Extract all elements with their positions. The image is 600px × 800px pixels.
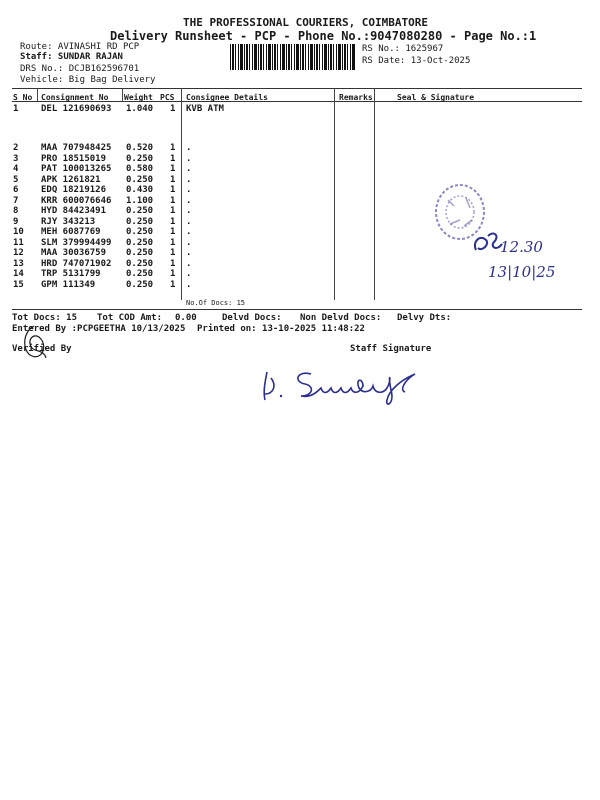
company-name: THE PROFESSIONAL COURIERS, COIMBATORE <box>183 16 429 29</box>
row-weight: 0.250 <box>126 227 154 237</box>
row-weight: 0.250 <box>126 269 154 279</box>
row-pcs: 1 <box>170 206 176 216</box>
col-header-sno: S No <box>13 93 33 102</box>
row-consignment: KRR 600076646 <box>41 195 112 206</box>
barcode <box>230 44 356 70</box>
entered-by: Entered By :PCPGEETHA 10/13/2025 <box>12 324 186 334</box>
row-weight: 0.250 <box>126 216 154 227</box>
row-weight: 1.040 <box>126 104 154 114</box>
row-sno: 12 <box>13 248 24 258</box>
row-pcs: 1 <box>170 104 176 114</box>
row-consignment: DEL 121690693 <box>41 104 112 114</box>
row-consignment: SLM 379994499 <box>41 237 112 248</box>
row-consignment: EDQ 18219126 <box>41 185 107 195</box>
row-details: . <box>186 269 192 279</box>
row-consignment: RJY 343213 <box>41 216 96 227</box>
row-sno: 1 <box>13 104 19 114</box>
verified-scribble-icon <box>18 322 52 362</box>
col-divider <box>37 88 38 102</box>
route-label: Route: AVINASHI RD PCP <box>20 42 140 52</box>
handwritten-time: 12.30 <box>500 238 543 256</box>
row-details: . <box>186 258 192 269</box>
row-sno: 6 <box>13 185 19 195</box>
col-divider <box>122 88 123 102</box>
row-pcs: 1 <box>170 164 176 174</box>
row-details: . <box>186 206 192 216</box>
col-header-pcs: PCS <box>160 93 175 102</box>
row-sno: 8 <box>13 206 19 216</box>
row-weight: 0.250 <box>126 248 154 258</box>
row-sno: 15 <box>13 279 24 290</box>
row-details: . <box>186 237 192 248</box>
row-details: . <box>186 195 192 206</box>
staff-signature-icon <box>255 360 455 410</box>
row-pcs: 1 <box>170 258 176 269</box>
staff-signature-label: Staff Signature <box>350 344 432 354</box>
row-pcs: 1 <box>170 153 176 164</box>
row-details: . <box>186 185 192 195</box>
row-weight: 0.520 <box>126 143 154 153</box>
row-weight: 0.250 <box>126 206 154 216</box>
row-consignment: PAT 100013265 <box>41 164 112 174</box>
row-details: . <box>186 174 192 185</box>
rs-number: RS No.: 1625967 <box>362 44 444 54</box>
row-pcs: 1 <box>170 174 176 185</box>
row-sno: 5 <box>13 174 19 185</box>
row-weight: 0.580 <box>126 164 154 174</box>
table-top-rule <box>12 88 582 89</box>
col-header-remarks: Remarks <box>339 93 373 102</box>
row-pcs: 1 <box>170 248 176 258</box>
runsheet-title: Delivery Runsheet - PCP - Phone No.:9047080280 - Page No.:1 <box>110 29 537 43</box>
row-weight: 0.430 <box>126 185 154 195</box>
row-details: . <box>186 279 192 290</box>
row-details: . <box>186 143 192 153</box>
row-pcs: 1 <box>170 237 176 248</box>
row-details: KVB ATM <box>186 104 224 114</box>
row-pcs: 1 <box>170 195 176 206</box>
row-consignment: MAA 707948425 <box>41 143 112 153</box>
row-weight: 0.250 <box>126 258 154 269</box>
row-consignment: GPM 111349 <box>41 279 96 290</box>
row-weight: 0.250 <box>126 279 154 290</box>
row-weight: 0.250 <box>126 174 154 185</box>
row-pcs: 1 <box>170 185 176 195</box>
total-cod-label: Tot COD Amt: <box>97 313 163 323</box>
col-divider <box>181 88 182 300</box>
vehicle-label: Vehicle: Big Bag Delivery <box>20 75 156 85</box>
col-header-details: Consignee Details <box>186 93 268 102</box>
row-sno: 3 <box>13 153 19 164</box>
row-details: . <box>186 164 192 174</box>
row-weight: 0.250 <box>126 237 154 248</box>
row-consignment: TRP 5131799 <box>41 269 101 279</box>
row-sno: 4 <box>13 164 19 174</box>
total-docs: Tot Docs: 15 <box>12 313 78 323</box>
row-sno: 7 <box>13 195 19 206</box>
col-divider <box>374 88 375 300</box>
row-sno: 2 <box>13 143 19 153</box>
row-consignment: PRO 18515019 <box>41 153 107 164</box>
row-pcs: 1 <box>170 143 176 153</box>
row-consignment: HYD 84423491 <box>41 206 107 216</box>
row-weight: 0.250 <box>126 153 154 164</box>
printed-on: Printed on: 13-10-2025 11:48:22 <box>197 324 365 334</box>
col-header-weight: Weight <box>124 93 153 102</box>
row-consignment: APK 1261821 <box>41 174 101 185</box>
doc-count: No.Of Docs: 15 <box>186 299 246 307</box>
row-pcs: 1 <box>170 227 176 237</box>
row-consignment: MAA 30036759 <box>41 248 107 258</box>
row-sno: 13 <box>13 258 24 269</box>
handwritten-date: 13|10|25 <box>488 263 556 281</box>
row-sno: 14 <box>13 269 24 279</box>
row-consignment: MEH 6087769 <box>41 227 101 237</box>
col-divider <box>334 88 335 300</box>
row-details: . <box>186 248 192 258</box>
total-cod-value: 0.00 <box>175 313 197 323</box>
col-header-consignment: Consignment No <box>41 93 109 102</box>
row-pcs: 1 <box>170 279 176 290</box>
row-sno: 10 <box>13 227 24 237</box>
drs-number: DRS No.: DCJB162596701 <box>20 64 140 74</box>
row-details: . <box>186 227 192 237</box>
row-sno: 11 <box>13 237 24 248</box>
non-delivered-docs: Non Delvd Docs: <box>300 313 382 323</box>
row-weight: 1.100 <box>126 195 154 206</box>
row-pcs: 1 <box>170 269 176 279</box>
delivery-dts: Delvy Dts: <box>397 313 452 323</box>
staff-label: Staff: SUNDAR RAJAN <box>20 52 123 62</box>
delivered-docs: Delvd Docs: <box>222 313 282 323</box>
table-bottom-rule <box>12 309 582 310</box>
row-sno: 9 <box>13 216 19 227</box>
row-details: . <box>186 216 192 227</box>
row-details: . <box>186 153 192 164</box>
rs-date: RS Date: 13-Oct-2025 <box>362 56 471 66</box>
row-consignment: HRD 747071902 <box>41 258 112 269</box>
row-pcs: 1 <box>170 216 176 227</box>
verified-by-label: Verified By <box>12 344 72 354</box>
col-header-seal: Seal & Signature <box>397 93 475 102</box>
